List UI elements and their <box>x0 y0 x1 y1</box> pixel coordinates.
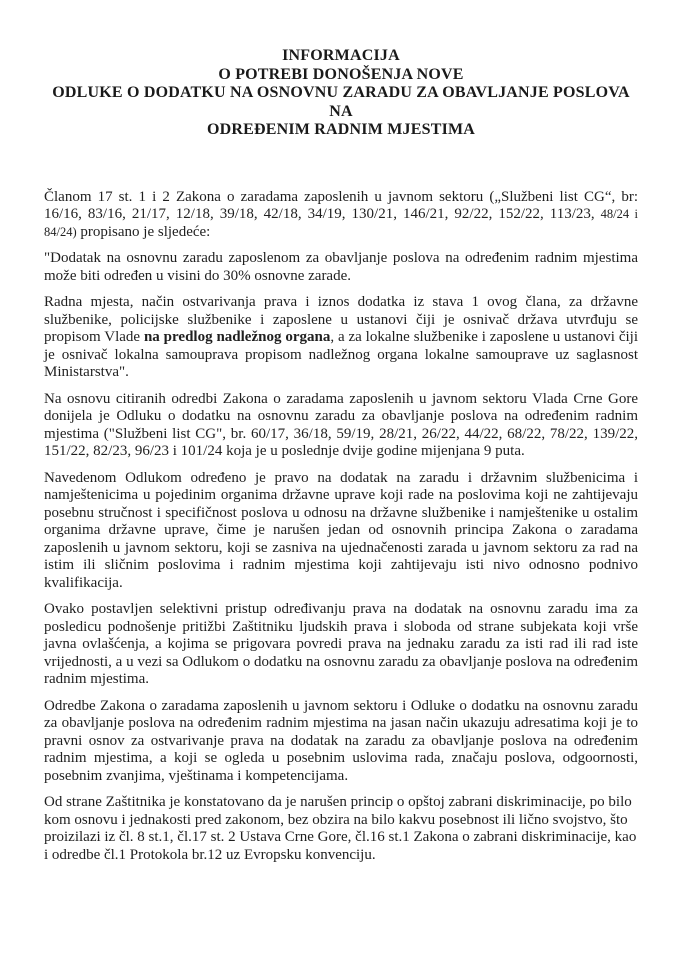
title-line: ODREĐENIM RADNIM MJESTIMA <box>206 121 476 138</box>
text-run: Navedenom Odlukom određeno je pravo na dodatak na zaradu i državnim službenicima i namještenicima u pojedinim organima državne uprave koji rade na poslovima koji ne zahtijevaju posebnu stručnost i specifičnost poslova u odnosu na državne službenike i namještenike u ostalim organima državne uprave, čime je narušen jedan od osnovnih principa Zakona o zaradama zaposlenih u javnom sektoru, koji se zasniva na ujednačenosti zarada u javnom sektoru za rad na istim ili sličnim poslovima i radnim mjestima koji zahtijevaju isti nivo odnosno podnivo kvalifikacija. <box>44 469 638 591</box>
title-line: INFORMACIJA <box>282 47 400 64</box>
paragraph <box>44 794 638 864</box>
text-run: Od strane Zaštitnika je konstatovano da je narušen princip o opštoj zabrani diskriminacije, po bilo kom osnovu i jednakosti pred zakonom, bez obzira na bilo kakvu posebnost ili lično svojstvo, što proizilazi iz čl. 8 st.1, čl.17 st. 2 Ustava Crne Gore, čl.16 st.1 Zakona o zabrani diskriminacije, kao i odredbe čl.1 Protokola br.12 uz Evropsku konvenciju. <box>44 794 637 863</box>
text-run: Ovako postavljen selektivni pristup određivanju prava na dodatak na osnovnu zaradu ima za posledicu podnošenje pritižbi Zaštitniku ljudskih prava i sloboda od strane subjekata koji vrše javna ovlašćenja, a kojima se prigovara povredi prava na jednaku zaradu za isti rad ili rad iste vrijednosti, a u vezi sa Odlukom o dodatku na osnovnu zaradu za obavljanje poslova na određenim radnim mjestima. <box>44 601 639 687</box>
title-line: ODLUKE O DODATKU NA OSNOVNU ZARADU ZA OBAVLJANJE POSLOVA NA <box>52 84 630 120</box>
paragraph <box>44 250 638 285</box>
paragraph <box>44 698 638 786</box>
text-run: Odredbe Zakona o zaradama zaposlenih u javnom sektoru i Odluke o dodatku na osnovnu zaradu za obavljanje poslova na određenim radnim mjestima na jasan način ukazuju adresatima koji je to pravni osnov za ostvarivanje prava na dodatak na zaradu za obavljanje poslova na određenim radnim mjestima, a koji se ogleda u posebnim uslovima rada, značaju poslova, odgoornosti, posebnim zvanjima, vještinama i kompetencijama. <box>44 697 638 784</box>
document-title <box>44 47 638 140</box>
paragraph <box>44 391 638 461</box>
text-run: "Dodatak na osnovnu zaradu zaposlenom za obavljanje poslova na određenim radnim mjestima može biti određen u visini do 30% osnovne zarade. <box>44 250 638 284</box>
document-body <box>44 189 638 865</box>
title-line: O POTREBI DONOŠENJA NOVE <box>218 65 464 83</box>
paragraph <box>44 294 638 382</box>
paragraph <box>44 470 638 593</box>
text-run: Na osnovu citiranih odredbi Zakona o zaradama zaposlenih u javnom sektoru Vlada Crne Gore donijela je Odluku o dodatku na osnovnu zaradu za obavljanje poslova na određenim radnim mjestima ("Službeni list CG", br. 60/17, 36/18, 59/19, 28/21, 26/22, 44/22, 68/22, 78/22, 139/22, 151/22, 82/23, 96/23 i 101/24 koja je u poslednje dvije godine mijenjana 9 puta. <box>44 390 638 459</box>
paragraph <box>44 601 638 689</box>
text-run-bold: na predlog nadležnog organa <box>143 329 331 345</box>
text-run: Radna mjesta, način ostvarivanja prava i iznos dodatka iz stava 1 ovog člana, za državne službenike, policijske službenike i zaposlene u ustanovi čiji je osnivač država utvrđuju se propisom Vlade <box>44 294 638 345</box>
paragraph <box>44 189 638 242</box>
text-run: propisano je sljedeće: <box>76 223 211 240</box>
text-run: , a za lokalne službenike i zaposlene u ustanovi čiji je osnivač lokalna samouprava propisom nadležnog organa lokalne samouprave uz saglasnost Ministarstva". <box>44 329 639 380</box>
text-run-small: 48/24 i 84/24) <box>44 207 638 239</box>
text-run: Članom 17 st. 1 i 2 Zakona o zaradama zaposlenih u javnom sektoru („Službeni list CG“, br: 16/16, 83/16, 21/17, 12/18, 39/18, 42/18, 34/19, 130/21, 146/21, 92/22, 152/22, 113/23, <box>44 188 638 222</box>
